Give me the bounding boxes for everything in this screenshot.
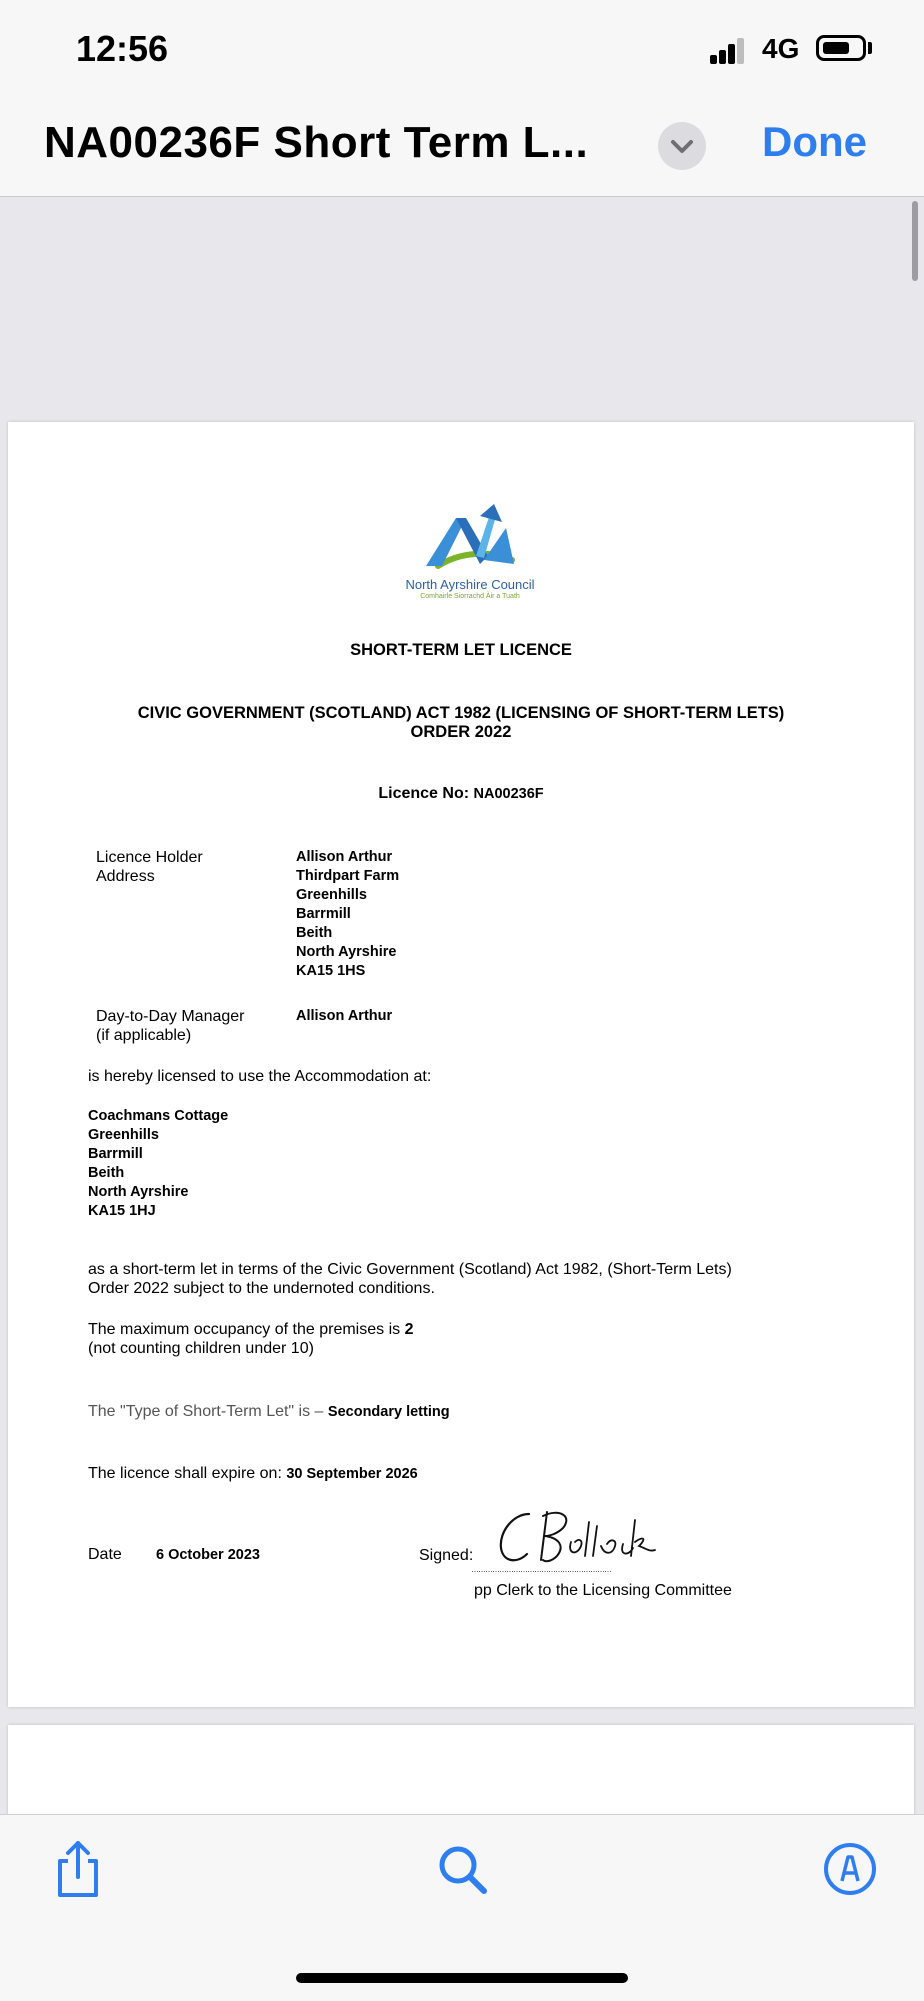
share-icon[interactable] [46,1837,110,1901]
home-indicator[interactable] [296,1973,628,1983]
nav-bar [0,100,924,197]
occupancy-value: 2 [404,1321,414,1338]
chevron-down-icon[interactable] [658,122,706,170]
council-logo [380,504,560,614]
terms-line-1: as a short-term let in terms of the Civic Government (Scotland) Act 1982, (Short-Term Lets) [88,1261,732,1278]
licence-holder-label: Licence Holder [96,849,203,866]
accommodation-line: KA15 1HJ [88,1203,156,1219]
council-gaelic-name: Comhairle Siorrachd Àir a Tuath [420,593,520,600]
licence-holder-block [296,848,399,981]
occupancy-line [88,1320,413,1339]
search-icon[interactable] [430,1837,494,1901]
address-line: Thirdpart Farm [296,868,400,884]
document-viewer[interactable] [0,197,924,1814]
signed-label: Signed: [419,1547,474,1564]
address-label: Address [96,868,155,885]
date-label: Date [88,1546,122,1563]
manager-note: (if applicable) [96,1027,192,1044]
council-logo-icon [380,504,560,576]
expiry-value: 30 September 2026 [286,1466,418,1482]
act-line-2: ORDER 2022 [410,723,512,741]
scrollbar[interactable] [912,201,918,281]
markup-icon[interactable] [818,1837,882,1901]
document-page [8,422,914,1707]
address-line: North Ayrshire [296,944,397,960]
accommodation-line: North Ayrshire [88,1184,189,1200]
battery-tip [868,42,872,54]
licence-heading: SHORT-TERM LET LICENCE [350,641,572,659]
accommodation-address [88,1107,228,1221]
expiry-line [88,1464,418,1484]
licence-number-label: Licence No: [378,785,474,802]
council-name: North Ayrshire Council [405,577,535,592]
next-document-page [8,1725,914,1814]
accommodation-line: Beith [88,1165,125,1181]
document-title[interactable]: NA00236F Short Term L... [44,118,589,167]
type-value: Secondary letting [327,1404,450,1420]
manager-label: Day-to-Day Manager [96,1008,245,1025]
type-text: The "Type of Short-Term Let" is – [88,1403,328,1420]
occupancy-text: The maximum occupancy of the premises is [88,1321,405,1338]
licence-number: NA00236F [473,786,544,802]
accommodation-line: Coachmans Cottage [88,1108,229,1124]
status-time: 12:56 [76,28,169,69]
signal-bars-icon [710,38,746,64]
status-bar [0,0,924,100]
type-line [88,1402,450,1422]
expiry-text: The licence shall expire on: [88,1465,287,1482]
signature-dotted-line: …………………………………………………… [471,1565,611,1574]
address-line: Barrmill [296,906,351,922]
date-value: 6 October 2023 [156,1547,260,1563]
occupancy-note: (not counting children under 10) [88,1340,314,1357]
manager-name: Allison Arthur [296,1008,393,1024]
licensed-text: is hereby licensed to use the Accommodation at: [88,1068,432,1085]
accommodation-line: Greenhills [88,1127,159,1143]
battery-icon [816,35,866,61]
signature-image [493,1502,673,1572]
act-line-1: CIVIC GOVERNMENT (SCOTLAND) ACT 1982 (LICENSING OF SHORT-TERM LETS) [137,704,785,722]
address-line: KA15 1HS [296,963,366,979]
address-line: Beith [296,925,333,941]
licence-holder-name: Allison Arthur [296,849,393,865]
licence-number-line [8,784,914,804]
signatory: pp Clerk to the Licensing Committee [474,1582,732,1599]
address-line: Greenhills [296,887,367,903]
accommodation-line: Barrmill [88,1146,143,1162]
done-button[interactable]: Done [762,118,867,165]
terms-line-2: Order 2022 subject to the undernoted conditions. [88,1280,435,1297]
network-type: 4G [762,33,800,64]
